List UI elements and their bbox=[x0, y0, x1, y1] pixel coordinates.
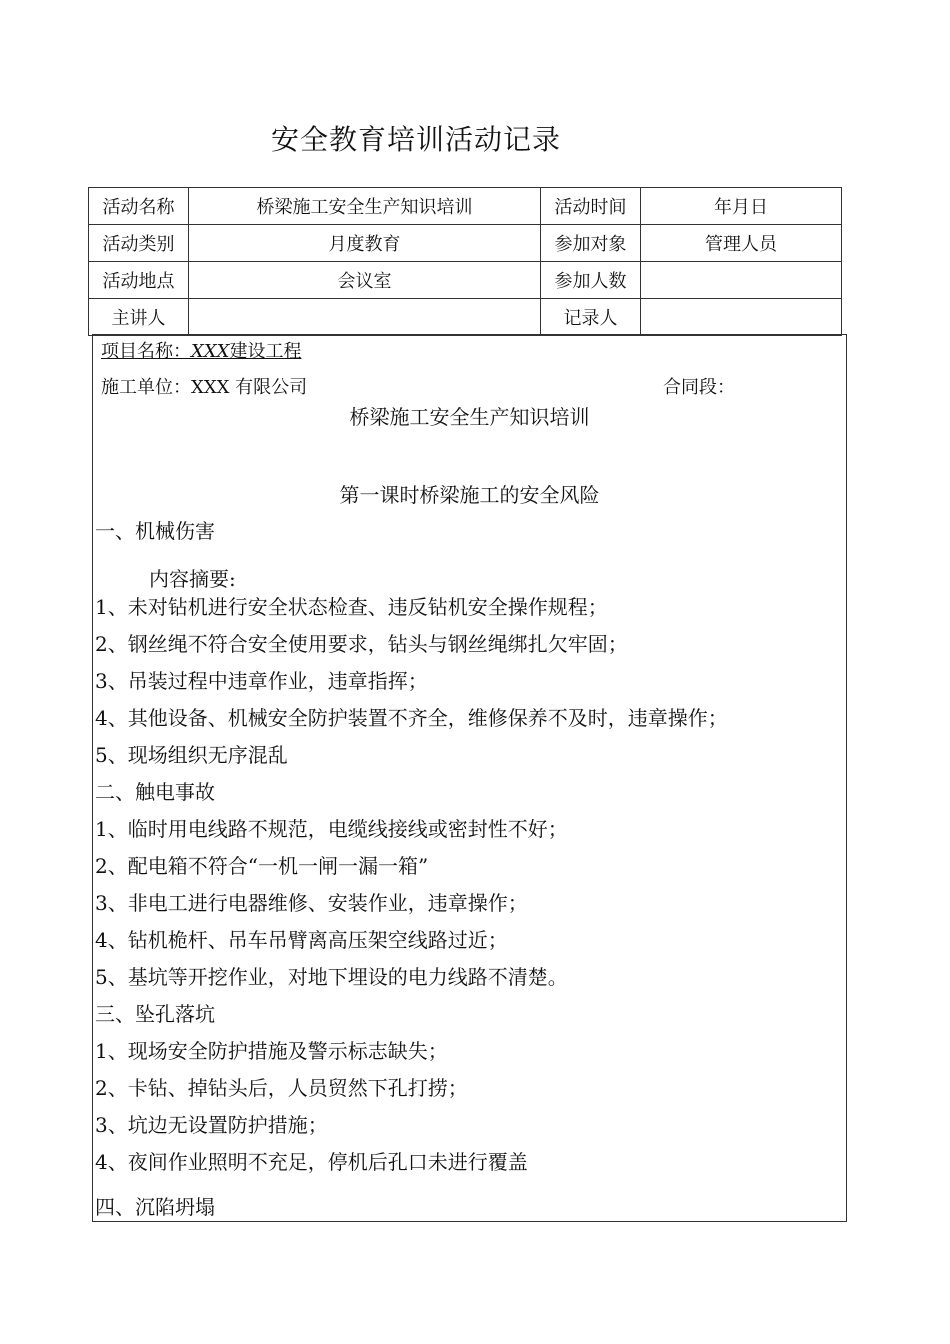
list-item: 4、钻机桅杆、吊车吊臂离高压架空线路过近； bbox=[95, 928, 508, 952]
label-speaker: 主讲人 bbox=[89, 299, 189, 336]
value-activity-name: 桥梁施工安全生产知识培训 bbox=[189, 188, 541, 225]
section-1-title: 一、机械伤害 bbox=[95, 519, 215, 543]
activity-info-table bbox=[88, 187, 842, 336]
project-name-value: XXX bbox=[191, 341, 230, 362]
project-name-suffix: 建设工程 bbox=[229, 341, 302, 362]
label-activity-time: 活动时间 bbox=[541, 188, 641, 225]
label-participant-count: 参加人数 bbox=[541, 262, 641, 299]
list-item: 5、现场组织无序混乱 bbox=[95, 743, 288, 767]
list-item: 3、吊装过程中违章作业，违章指挥； bbox=[95, 669, 428, 693]
list-item: 3、非电工进行电器维修、安装作业，违章操作； bbox=[95, 891, 528, 915]
value-activity-type: 月度教育 bbox=[189, 225, 541, 262]
section-2-title: 二、触电事故 bbox=[95, 780, 215, 804]
construction-unit: 施工单位：XXX 有限公司 bbox=[101, 377, 308, 398]
list-item: 4、夜间作业照明不充足，停机后孔口未进行覆盖 bbox=[95, 1150, 528, 1174]
table-row bbox=[89, 262, 842, 299]
project-name bbox=[101, 337, 301, 363]
table-row bbox=[89, 225, 842, 262]
summary-label: 内容摘要: bbox=[149, 567, 236, 591]
list-item: 1、现场安全防护措施及警示标志缺失； bbox=[95, 1039, 448, 1063]
list-item: 4、其他设备、机械安全防护装置不齐全，维修保养不及时，违章操作； bbox=[95, 706, 728, 730]
list-item: 1、未对钻机进行安全状态检查、违反钻机安全操作规程； bbox=[95, 595, 608, 619]
label-participants: 参加对象 bbox=[541, 225, 641, 262]
value-participants: 管理人员 bbox=[641, 225, 842, 262]
content-box bbox=[92, 334, 847, 1222]
section-4-title: 四、沉陷坍塌 bbox=[95, 1195, 215, 1219]
value-speaker bbox=[189, 299, 541, 336]
section-3-title: 三、坠孔落坑 bbox=[95, 1002, 215, 1026]
label-activity-name: 活动名称 bbox=[89, 188, 189, 225]
value-participant-count bbox=[641, 262, 842, 299]
list-item: 2、卡钻、掉钻头后，人员贸然下孔打捞； bbox=[95, 1076, 468, 1100]
value-activity-time: 年月日 bbox=[641, 188, 842, 225]
document-title: 安全教育培训活动记录 bbox=[270, 123, 561, 156]
list-item: 1、临时用电线路不规范，电缆线接线或密封性不好； bbox=[95, 817, 568, 841]
table-row bbox=[89, 299, 842, 336]
label-location: 活动地点 bbox=[89, 262, 189, 299]
value-location: 会议室 bbox=[189, 262, 541, 299]
label-activity-type: 活动类别 bbox=[89, 225, 189, 262]
lesson-heading: 第一课时桥梁施工的安全风险 bbox=[339, 483, 600, 507]
label-recorder: 记录人 bbox=[541, 299, 641, 336]
section-heading: 桥梁施工安全生产知识培训 bbox=[349, 405, 590, 429]
list-item: 5、基坑等开挖作业，对地下埋设的电力线路不清楚。 bbox=[95, 965, 568, 989]
list-item: 3、坑边无设置防护措施； bbox=[95, 1113, 328, 1137]
list-item: 2、钢丝绳不符合安全使用要求，钻头与钢丝绳绑扎欠牢固； bbox=[95, 632, 628, 656]
list-item: 2、配电箱不符合“一机一闸一漏一箱” bbox=[95, 854, 429, 878]
table-row bbox=[89, 188, 842, 225]
value-recorder bbox=[641, 299, 842, 336]
contract-section: 合同段： bbox=[663, 377, 735, 398]
project-name-label: 项目名称： bbox=[101, 341, 191, 362]
